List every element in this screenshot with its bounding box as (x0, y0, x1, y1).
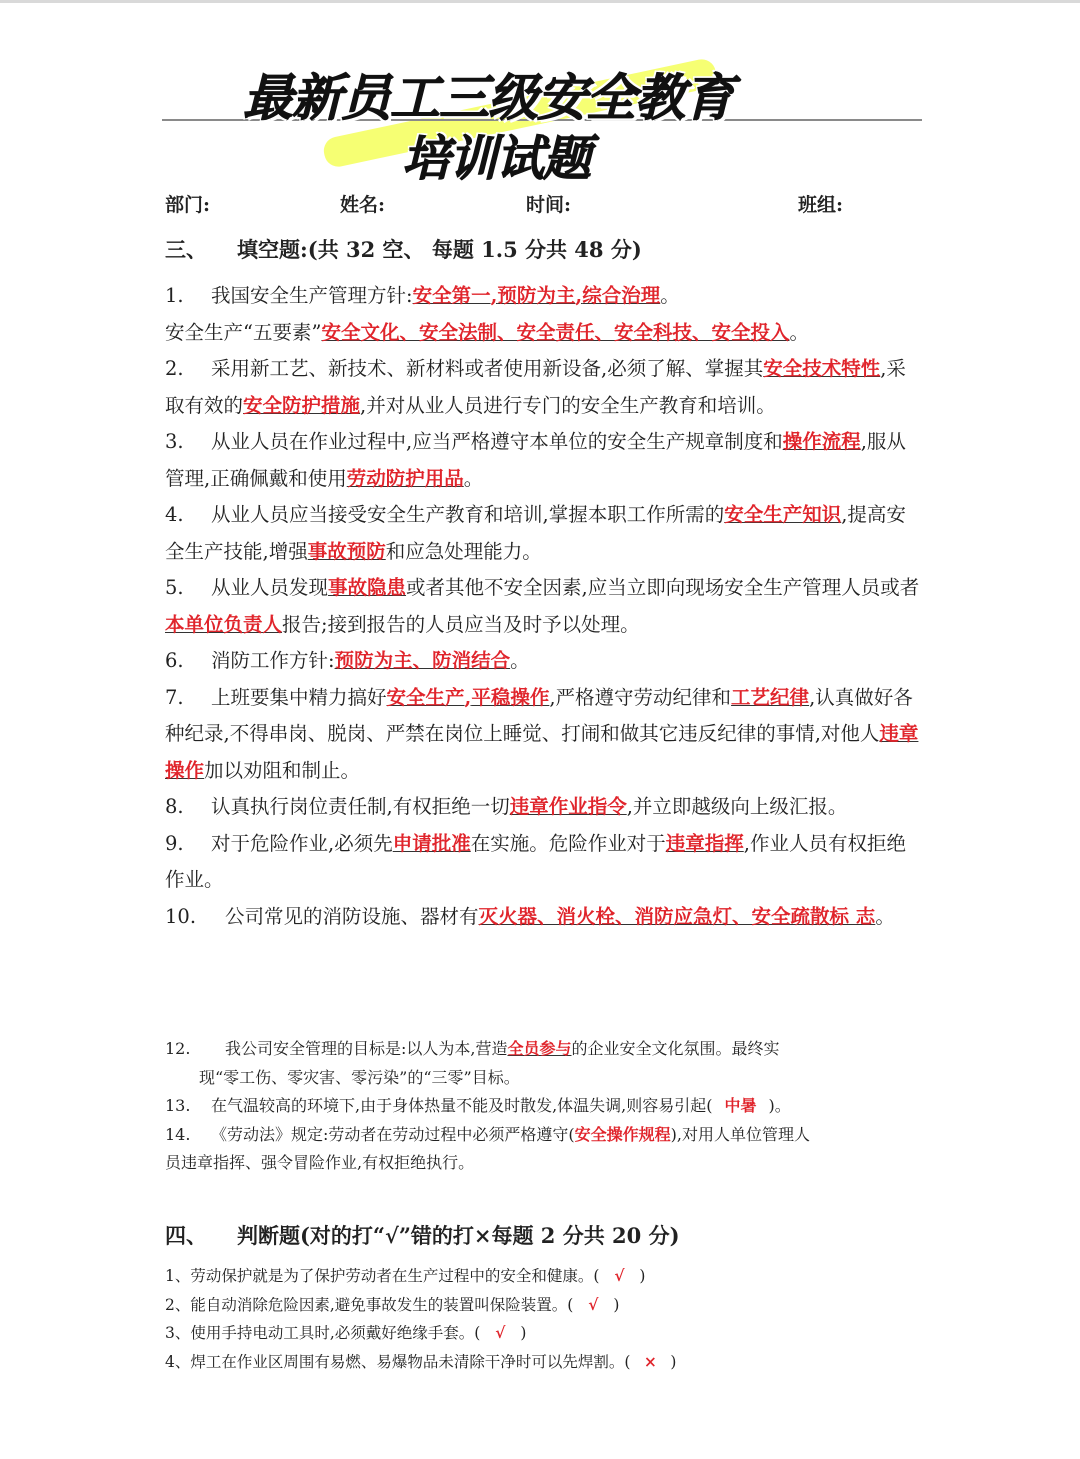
page-title: 最新员工三级安全教育 (243, 69, 733, 127)
answer: 违章操作 (165, 722, 919, 782)
section-number: 三、 (165, 237, 207, 262)
check-mark-icon: √ (588, 1294, 599, 1314)
question-14: 14. 《劳动法》规定:劳动者在劳动过程中必须严格遵守(安全操作规程),对用人单位管理人 (165, 1124, 810, 1144)
judge-item-1: 1、劳动保护就是为了保护劳动者在生产过程中的安全和健康。( √ ) (165, 1262, 676, 1291)
answer: 灭火器、消火栓、消防应急灯、安全疏散标 志 (478, 904, 876, 928)
question-12: 12. 我公司安全管理的目标是:以人为本,营造全员参与的企业安全文化氛围。最终实 (165, 1039, 780, 1058)
question-5: 5. 从业人员发现事故隐患或者其他不安全因素,应当立即向现场安全生产管理人员或者本单位负责人报告;接到报告的人员应当及时予以处理。 (165, 576, 920, 636)
question-1b: 安全生产“五要素”安全文化、安全法制、安全责任、安全科技、安全投入。 (165, 320, 809, 344)
name-label: 姓名: (340, 194, 386, 216)
answer: 安全生产 (386, 685, 465, 709)
answer: 安全生产知识 (724, 503, 842, 526)
answer: 违章指挥 (665, 831, 744, 855)
section-number: 四、 (165, 1223, 207, 1248)
check-mark-icon: √ (495, 1323, 506, 1342)
question-14-cont: 员违章指挥、强令冒险作业,有权拒绝执行。 (165, 1153, 475, 1172)
answer: 安全文化、安全法制、安全责任、安全科技、安全投入 (321, 320, 790, 344)
section-true-false-heading (165, 1220, 680, 1250)
cross-mark-icon: × (643, 1351, 657, 1371)
answer: 安全技术特性 (763, 357, 881, 380)
question-13: 13. 在气温较高的环境下,由于身体热量不能及时散发,体温失调,则容易引起( 中暑 )。 (165, 1096, 791, 1115)
question-2: 2. 采用新工艺、新技术、新材料或者使用新设备,必须了解、掌握其安全技术特性,采取有效的安全防护措施,并对从业人员进行专门的安全生产教育和培训。 (165, 357, 906, 417)
answer: 预防为主 (497, 284, 576, 307)
fill-blank-questions (165, 278, 925, 935)
answer: 安全第一 (412, 284, 491, 307)
dept-label: 部门: (165, 194, 211, 216)
question-4: 4. 从业人员应当接受安全生产教育和培训,掌握本职工作所需的安全生产知识,提高安全生产技能,增强事故预防和应急处理能力。 (165, 503, 906, 563)
true-false-questions (165, 1262, 676, 1376)
answer: 事故预防 (307, 539, 386, 563)
question-10: 10. 公司常见的消防设施、器材有灭火器、消火栓、消防应急灯、安全疏散标 志。 (165, 904, 895, 928)
section-title: 填空题:(共 32 空、 每题 1.5 分共 48 分) (237, 237, 642, 262)
time-label: 时间: (526, 194, 572, 216)
answer: 安全操作规程 (574, 1124, 671, 1144)
answer: 申请批准 (392, 831, 471, 855)
answer: 平稳操作 (471, 685, 550, 709)
page-subtitle: 培训试题 (402, 131, 591, 187)
judge-item-4: 4、焊工在作业区周围有易燃、易爆物品未清除干净时可以先焊割。( × ) (165, 1348, 676, 1377)
answer: 事故隐患 (328, 576, 407, 599)
answer: 劳动防护用品 (346, 466, 464, 490)
question-7: 7. 上班要集中精力搞好安全生产,平稳操作,严格遵守劳动纪律和工艺纪律,认真做好各种纪录,不得串岗、脱岗、严禁在岗位上睡觉、打闹和做其它违反纪律的事情,对他人违章操作加以劝阻和制止。 (165, 685, 919, 782)
question-12-cont: 现“零工伤、零灾害、零污染”的“三零”目标。 (199, 1067, 520, 1087)
question-3: 3. 从业人员在作业过程中,应当严格遵守本单位的安全生产规章制度和操作流程,服从管理,正确佩戴和使用劳动防护用品。 (165, 430, 906, 490)
answer: 综合治理 (582, 284, 661, 307)
answer: 全员参与 (507, 1039, 572, 1058)
question-8: 8. 认真执行岗位责任制,有权拒绝一切违章作业指令,并立即越级向上级汇报。 (165, 795, 848, 818)
judge-item-2: 2、能自动消除危险因素,避免事故发生的装置叫保险装置。( √ ) (165, 1291, 676, 1320)
answer: 操作流程 (782, 430, 861, 453)
answer: 违章作业指令 (509, 795, 627, 818)
team-label: 班组: (798, 194, 844, 216)
top-border (0, 0, 1080, 3)
section-fill-blank-heading (165, 234, 642, 264)
answer: 本单位负责人 (165, 612, 283, 636)
question-9: 9. 对于危险作业,必须先申请批准在实施。危险作业对于违章指挥,作业人员有权拒绝作业。 (165, 831, 906, 891)
judge-item-3: 3、使用手持电动工具时,必须戴好绝缘手套。( √ ) (165, 1319, 676, 1348)
answer: 中暑 (724, 1096, 757, 1115)
question-1: 1. 我国安全生产管理方针:安全第一,预防为主,综合治理。 (165, 284, 680, 307)
fill-blank-questions-small (165, 1035, 985, 1178)
section-title: 判断题(对的打“√”错的打×每题 2 分共 20 分) (237, 1223, 680, 1248)
question-6: 6. 消防工作方针:预防为主、防消结合。 (165, 649, 530, 672)
answer: 预防为主、防消结合 (334, 649, 511, 672)
answer: 工艺纪律 (731, 685, 810, 709)
answer: 安全防护措施 (243, 393, 361, 417)
check-mark-icon: √ (614, 1266, 625, 1285)
